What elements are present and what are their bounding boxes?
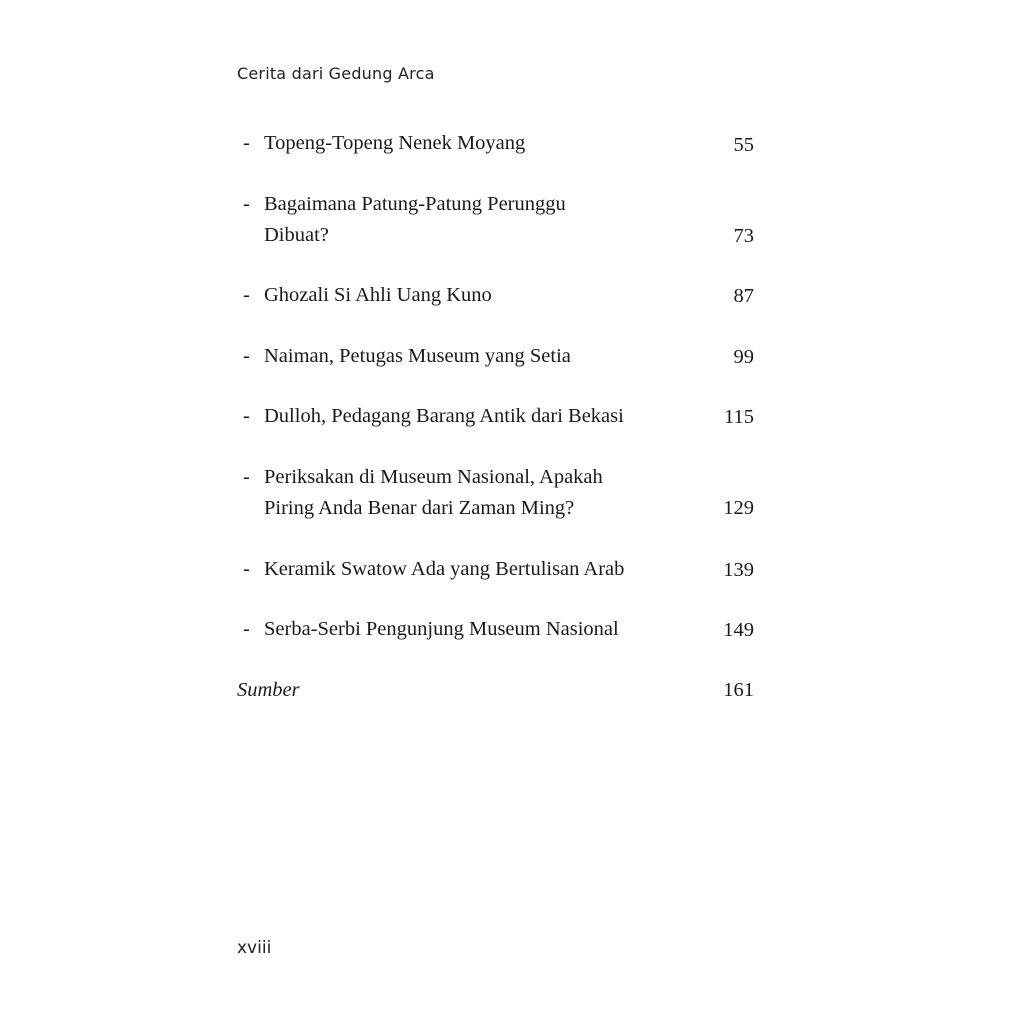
toc-entry-page: 99 [733, 346, 754, 368]
toc-entry-title-line: Naiman, Petugas Museum yang Setia [264, 345, 571, 367]
toc-entry-page: 161 [723, 679, 754, 701]
toc-entry-title-line: Bagaimana Patung-Patung Perunggu [264, 193, 566, 215]
toc-entry-title: Sumber [237, 679, 300, 701]
toc-entry-marker: - [243, 618, 250, 640]
toc-entry-title [264, 554, 664, 585]
toc-entry-marker: - [243, 558, 250, 580]
toc-entry-title [264, 614, 664, 645]
toc-entry-title [264, 462, 664, 524]
toc-entry-marker: - [243, 284, 250, 306]
toc-entry-title [264, 189, 664, 251]
table-of-contents [237, 0, 754, 1024]
toc-entry-title [264, 128, 664, 159]
toc-entry-title-line: Piring Anda Benar dari Zaman Ming? [264, 497, 575, 519]
toc-entry-title-line: Ghozali Si Ahli Uang Kuno [264, 284, 492, 306]
toc-entry-marker: - [243, 405, 250, 427]
toc-entry-title-line: Dibuat? [264, 224, 329, 246]
toc-entry-page: 129 [723, 497, 754, 519]
toc-entry-page: 115 [724, 406, 754, 428]
toc-entry-marker: - [243, 345, 250, 367]
toc-entry-title [264, 280, 664, 311]
toc-entry-title-line: Keramik Swatow Ada yang Bertulisan Arab [264, 558, 625, 580]
toc-entry-title-line: Periksakan di Museum Nasional, Apakah [264, 466, 603, 488]
toc-entry-page: 87 [733, 285, 754, 307]
toc-entry-page: 139 [723, 559, 754, 581]
page-number: xviii [237, 938, 272, 958]
toc-entry-page: 73 [733, 225, 754, 247]
toc-entry-page: 149 [723, 619, 754, 641]
toc-entry-marker: - [243, 466, 250, 488]
toc-entry-title-line: Serba-Serbi Pengunjung Museum Nasional [264, 618, 619, 640]
toc-entry-title-line: Topeng-Topeng Nenek Moyang [264, 132, 526, 154]
toc-entry-title-line: Dulloh, Pedagang Barang Antik dari Bekasi [264, 405, 624, 427]
toc-entry-marker: - [243, 193, 250, 215]
toc-entry-marker: - [243, 132, 250, 154]
toc-entry-page: 55 [733, 134, 754, 156]
toc-entry-title [264, 341, 664, 372]
running-header-title: Cerita dari Gedung Arca [237, 64, 435, 83]
toc-entry-title [264, 401, 664, 432]
